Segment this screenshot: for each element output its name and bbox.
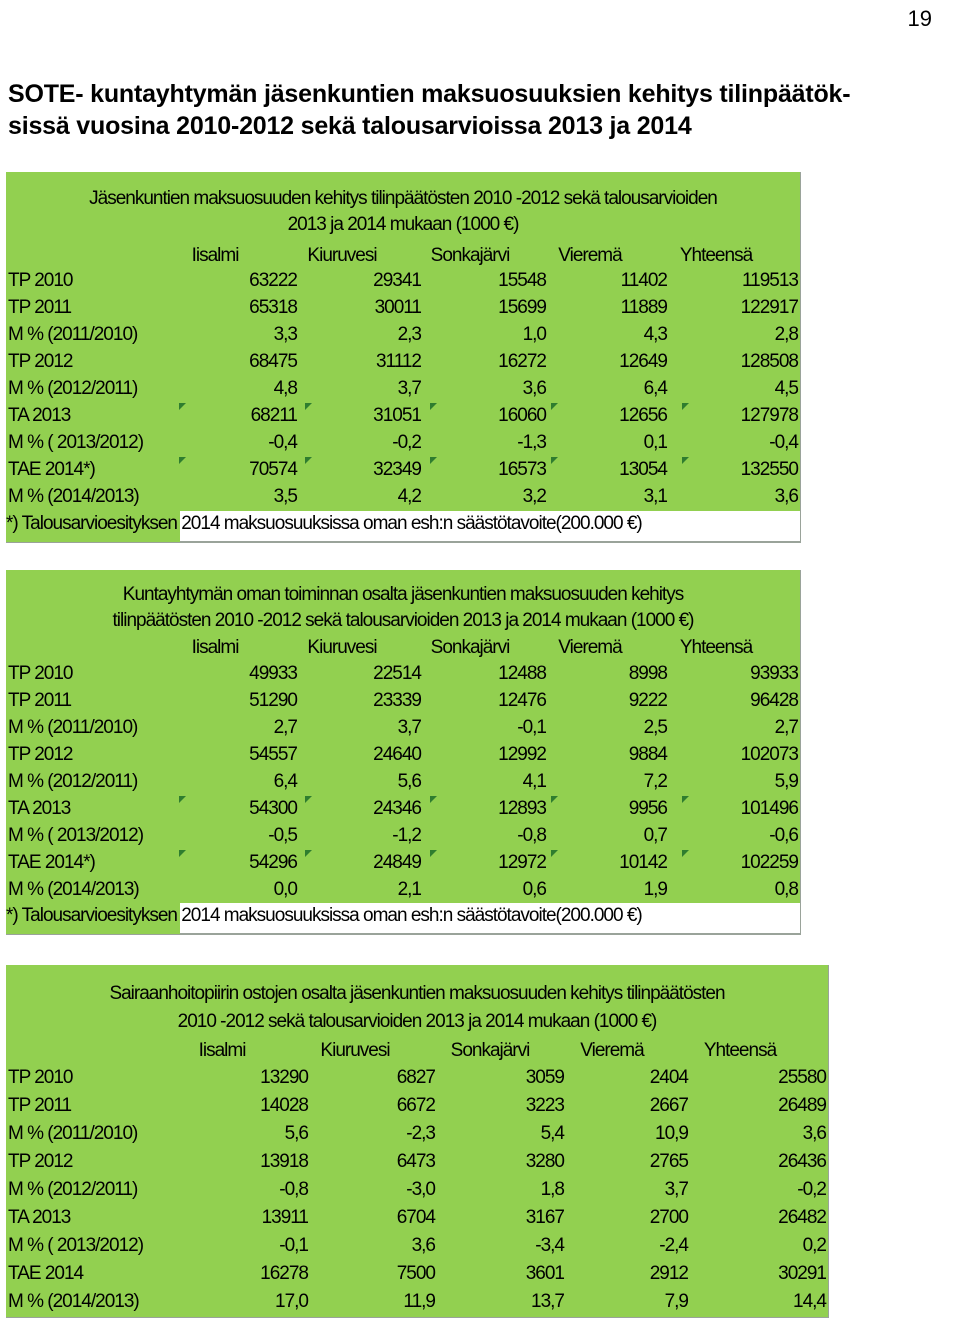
column-header: Sonkajärvi (450, 1040, 530, 1061)
cell-comment-marker (551, 850, 558, 857)
cell-value: 122917 (740, 297, 798, 318)
cell-comment-marker (179, 796, 186, 803)
table-row (6, 660, 800, 687)
cell-value: 16278 (260, 1263, 308, 1284)
cell-value: 5,6 (284, 1123, 308, 1144)
cell-value: 6473 (396, 1151, 435, 1172)
row-label: M % (2011/2010) (8, 324, 138, 345)
cell-value: 11402 (620, 270, 667, 291)
column-header: Kiuruvesi (320, 1040, 390, 1061)
cell-value: -0,2 (797, 1179, 826, 1200)
table-row (6, 1288, 828, 1316)
cell-value: 3,3 (273, 324, 297, 345)
cell-value: -1,2 (392, 825, 421, 846)
row-label: M % (2014/2013) (8, 1291, 139, 1312)
cell-value: 23339 (373, 690, 421, 711)
cell-value: -3,4 (535, 1235, 564, 1256)
cell-comment-marker (305, 796, 312, 803)
cell-value: 1,9 (643, 879, 667, 900)
cell-value: 119513 (742, 270, 798, 291)
cell-value: 0,7 (643, 825, 667, 846)
row-label: M % (2011/2010) (8, 1123, 138, 1144)
cell-value: 13,7 (531, 1291, 564, 1312)
cell-value: 51290 (249, 690, 297, 711)
table-row (6, 1232, 828, 1260)
cell-value: 31051 (373, 405, 421, 426)
cell-value: 3280 (525, 1151, 564, 1172)
table-row (6, 483, 800, 510)
cell-value: 3,6 (774, 486, 798, 507)
cell-value: 68475 (249, 351, 297, 372)
cell-value: 54296 (249, 852, 297, 873)
cell-value: -0,2 (392, 432, 421, 453)
cell-value: 128508 (740, 351, 798, 372)
table-row (6, 267, 800, 294)
row-label: TP 2010 (8, 1067, 73, 1088)
table-row (6, 1148, 828, 1176)
table-row (6, 741, 800, 768)
cell-value: -3,0 (406, 1179, 435, 1200)
row-label: TA 2013 (8, 798, 71, 819)
cell-value: 12992 (498, 744, 546, 765)
cell-value: 30011 (374, 297, 421, 318)
cell-value: 2912 (649, 1263, 688, 1284)
table-row (6, 849, 800, 876)
cell-value: 1,8 (540, 1179, 564, 1200)
row-label: M % (2012/2011) (8, 1179, 138, 1200)
cell-value: 96428 (750, 690, 798, 711)
cell-value: -2,4 (659, 1235, 688, 1256)
table-title-line-1: Sairaanhoitopiirin ostojen osalta jäsenkuntien maksuosuuden kehitys tilinpäätösten (109, 983, 725, 1004)
cell-value: 11889 (620, 297, 667, 318)
row-label: M % (2012/2011) (8, 378, 138, 399)
cell-value: 10142 (619, 852, 667, 873)
cell-value: 4,2 (397, 486, 421, 507)
cell-comment-marker (305, 850, 312, 857)
cell-value: 22514 (373, 663, 421, 684)
cell-value: 6672 (396, 1095, 435, 1116)
cell-value: 6,4 (643, 378, 667, 399)
cell-comment-marker (430, 850, 437, 857)
column-header: Yhteensä (679, 245, 753, 266)
cell-comment-marker (551, 403, 558, 410)
column-header: Vieremä (580, 1040, 644, 1061)
row-label: TAE 2014*) (8, 852, 95, 873)
column-header: Sonkajärvi (430, 637, 510, 658)
table-row (6, 795, 800, 822)
table-title-line-2: 2013 ja 2014 mukaan (1000 €) (287, 214, 519, 235)
row-label: TP 2011 (8, 1095, 72, 1116)
cell-value: 15699 (498, 297, 546, 318)
cell-value: 2,1 (397, 879, 421, 900)
cell-value: 14,4 (793, 1291, 826, 1312)
cell-value: 5,4 (540, 1123, 564, 1144)
cell-comment-marker (305, 457, 312, 464)
cell-value: -0,8 (517, 825, 546, 846)
cell-value: 9222 (628, 690, 667, 711)
column-header-row (6, 1037, 828, 1064)
cell-value: 63222 (249, 270, 297, 291)
cell-value: 3,1 (643, 486, 667, 507)
cell-value: 2,5 (643, 717, 667, 738)
table-row (6, 1176, 828, 1204)
cell-value: 6827 (396, 1067, 435, 1088)
cell-value: 6,4 (273, 771, 297, 792)
cell-value: 24346 (373, 798, 421, 819)
cell-value: 70574 (249, 459, 297, 480)
row-label: M % (2014/2013) (8, 486, 139, 507)
column-header: Kiuruvesi (307, 637, 377, 658)
column-header: Kiuruvesi (307, 245, 377, 266)
cell-value: 13290 (260, 1067, 308, 1088)
cell-value: 8998 (628, 663, 667, 684)
table-title-line-2: tilinpäätösten 2010 -2012 sekä talousarvioiden 2013 ja 2014 mukaan (1000 €) (112, 610, 694, 631)
cell-value: 3,6 (522, 378, 546, 399)
cell-value: 3167 (525, 1207, 564, 1228)
table-row (6, 687, 800, 714)
cell-value: 54557 (249, 744, 297, 765)
cell-comment-marker (430, 796, 437, 803)
cell-value: 17,0 (275, 1291, 308, 1312)
cell-value: 9956 (628, 798, 667, 819)
cell-value: 12656 (619, 405, 667, 426)
cell-value: 26489 (778, 1095, 826, 1116)
cell-value: 101496 (740, 798, 798, 819)
cell-value: 6704 (396, 1207, 435, 1228)
cell-value: 16573 (498, 459, 546, 480)
table-row (6, 876, 800, 903)
cell-value: 102073 (740, 744, 798, 765)
table-panel-2 (6, 570, 801, 935)
cell-value: 12488 (498, 663, 546, 684)
table-title-line-2: 2010 -2012 sekä talousarvioiden 2013 ja 2014 mukaan (1000 €) (177, 1011, 657, 1032)
cell-value: 3,6 (411, 1235, 435, 1256)
column-header: Vieremä (558, 637, 622, 658)
cell-value: 3,2 (522, 486, 546, 507)
table-footnote: *) Talousarvioesityksen 2014 maksuosuuksissa oman esh:n säästötavoite(200.000 €) (6, 513, 642, 534)
table-row (6, 1064, 828, 1092)
cell-value: 68211 (250, 405, 297, 426)
cell-value: 2,3 (397, 324, 421, 345)
table-title-line-1: Jäsenkuntien maksuosuuden kehitys tilinpäätösten 2010 -2012 sekä talousarvioiden (89, 188, 717, 209)
cell-value: 26482 (778, 1207, 826, 1228)
cell-value: -0,4 (769, 432, 798, 453)
row-label: TA 2013 (8, 1207, 71, 1228)
table-row (6, 1120, 828, 1148)
cell-value: 7,2 (643, 771, 667, 792)
cell-value: 16060 (498, 405, 546, 426)
cell-comment-marker (430, 403, 437, 410)
cell-value: 127978 (740, 405, 798, 426)
cell-value: 2,7 (774, 717, 798, 738)
column-header: Yhteensä (679, 637, 753, 658)
cell-value: 3,6 (802, 1123, 826, 1144)
cell-value: 3,7 (664, 1179, 688, 1200)
page-number: 19 (907, 6, 932, 31)
cell-value: 31112 (375, 351, 421, 372)
cell-value: 3,5 (273, 486, 297, 507)
cell-value: 4,5 (774, 378, 798, 399)
cell-value: 10,9 (655, 1123, 688, 1144)
column-header: Iisalmi (191, 245, 239, 266)
cell-value: 32349 (373, 459, 421, 480)
cell-value: 24849 (373, 852, 421, 873)
table-row (6, 375, 800, 402)
cell-value: 102259 (740, 852, 798, 873)
cell-value: 4,8 (273, 378, 297, 399)
table-row (6, 456, 800, 483)
cell-value: -0,5 (268, 825, 297, 846)
cell-value: 0,2 (802, 1235, 826, 1256)
cell-value: 5,9 (774, 771, 798, 792)
cell-value: 4,3 (643, 324, 667, 345)
cell-value: 49933 (249, 663, 297, 684)
cell-value: 30291 (778, 1263, 826, 1284)
cell-value: 25580 (778, 1067, 826, 1088)
cell-value: 0,8 (774, 879, 798, 900)
cell-comment-marker (179, 403, 186, 410)
cell-value: 7,9 (664, 1291, 688, 1312)
cell-value: 93933 (750, 663, 798, 684)
cell-value: 12893 (498, 798, 546, 819)
cell-value: 2,7 (273, 717, 297, 738)
cell-comment-marker (179, 850, 186, 857)
cell-value: 12476 (498, 690, 546, 711)
cell-value: 7500 (396, 1263, 435, 1284)
cell-value: 13918 (260, 1151, 308, 1172)
cell-value: 2667 (649, 1095, 688, 1116)
cell-comment-marker (682, 403, 689, 410)
cell-value: 65318 (249, 297, 297, 318)
cell-value: -1,3 (517, 432, 546, 453)
cell-value: 13911 (261, 1207, 308, 1228)
table-row (6, 1260, 828, 1288)
cell-value: 3,7 (397, 378, 421, 399)
cell-value: 16272 (498, 351, 546, 372)
page-heading (8, 78, 948, 142)
cell-value: 14028 (260, 1095, 308, 1116)
cell-value: -0,1 (279, 1235, 308, 1256)
cell-value: -2,3 (406, 1123, 435, 1144)
cell-comment-marker (551, 457, 558, 464)
row-label: TP 2012 (8, 744, 73, 765)
column-header: Iisalmi (191, 637, 239, 658)
cell-value: 0,0 (273, 879, 297, 900)
cell-comment-marker (682, 796, 689, 803)
cell-value: 26436 (778, 1151, 826, 1172)
row-label: TAE 2014 (8, 1263, 84, 1284)
cell-value: 2765 (649, 1151, 688, 1172)
cell-comment-marker (305, 403, 312, 410)
cell-value: -0,4 (268, 432, 297, 453)
cell-value: 9884 (628, 744, 667, 765)
row-label: M % (2012/2011) (8, 771, 138, 792)
table-row (6, 714, 800, 741)
cell-value: -0,8 (279, 1179, 308, 1200)
row-label: M % (2011/2010) (8, 717, 138, 738)
cell-comment-marker (682, 457, 689, 464)
column-header: Yhteensä (703, 1040, 777, 1061)
cell-value: 13054 (619, 459, 667, 480)
table-panel-3 (6, 965, 829, 1318)
row-label: M % ( 2013/2012) (8, 432, 144, 453)
cell-value: 11,9 (403, 1291, 435, 1312)
cell-value: 2,8 (774, 324, 798, 345)
cell-comment-marker (551, 796, 558, 803)
row-label: TP 2010 (8, 270, 73, 291)
cell-comment-marker (682, 850, 689, 857)
table-row (6, 429, 800, 456)
table-panel-1 (6, 172, 801, 543)
cell-value: 2700 (649, 1207, 688, 1228)
table-row (6, 822, 800, 849)
cell-value: -0,1 (517, 717, 546, 738)
cell-value: -0,6 (769, 825, 798, 846)
cell-value: 3601 (525, 1263, 564, 1284)
table-title-line-1: Kuntayhtymän oman toiminnan osalta jäsenkuntien maksuosuuden kehitys (122, 584, 684, 605)
table-row (6, 402, 800, 429)
cell-value: 5,6 (397, 771, 421, 792)
table-row (6, 1204, 828, 1232)
row-label: TAE 2014*) (8, 459, 95, 480)
cell-value: 12972 (498, 852, 546, 873)
table-row (6, 294, 800, 321)
cell-value: 3059 (525, 1067, 564, 1088)
table-row (6, 348, 800, 375)
row-label: TA 2013 (8, 405, 71, 426)
cell-value: 3223 (525, 1095, 564, 1116)
cell-comment-marker (430, 457, 437, 464)
column-header: Sonkajärvi (430, 245, 510, 266)
cell-value: 3,7 (397, 717, 421, 738)
row-label: M % ( 2013/2012) (8, 1235, 144, 1256)
cell-value: 1,0 (522, 324, 546, 345)
table-row (6, 321, 800, 348)
row-label: TP 2011 (8, 690, 72, 711)
column-header-row (6, 242, 800, 269)
column-header: Iisalmi (198, 1040, 246, 1061)
row-label: TP 2010 (8, 663, 73, 684)
cell-value: 15548 (498, 270, 546, 291)
row-label: TP 2012 (8, 1151, 73, 1172)
heading-line-2: sissä vuosina 2010-2012 sekä talousarvioissa 2013 ja 2014 (8, 112, 692, 140)
table-footnote: *) Talousarvioesityksen 2014 maksuosuuksissa oman esh:n säästötavoite(200.000 €) (6, 905, 642, 926)
row-label: M % (2014/2013) (8, 879, 139, 900)
column-header: Vieremä (558, 245, 622, 266)
row-label: TP 2012 (8, 351, 73, 372)
cell-value: 12649 (619, 351, 667, 372)
table-row (6, 1092, 828, 1120)
row-label: TP 2011 (8, 297, 72, 318)
cell-value: 2404 (649, 1067, 688, 1088)
cell-value: 0,6 (522, 879, 546, 900)
table-row (6, 768, 800, 795)
cell-value: 0,1 (643, 432, 667, 453)
cell-value: 24640 (373, 744, 421, 765)
cell-value: 29341 (373, 270, 421, 291)
heading-line-1: SOTE- kuntayhtymän jäsenkuntien maksuosuuksien kehitys tilinpäätök- (8, 80, 851, 108)
cell-comment-marker (179, 457, 186, 464)
row-label: M % ( 2013/2012) (8, 825, 144, 846)
cell-value: 132550 (740, 459, 798, 480)
cell-value: 4,1 (522, 771, 546, 792)
cell-value: 54300 (249, 798, 297, 819)
column-header-row (6, 634, 800, 661)
